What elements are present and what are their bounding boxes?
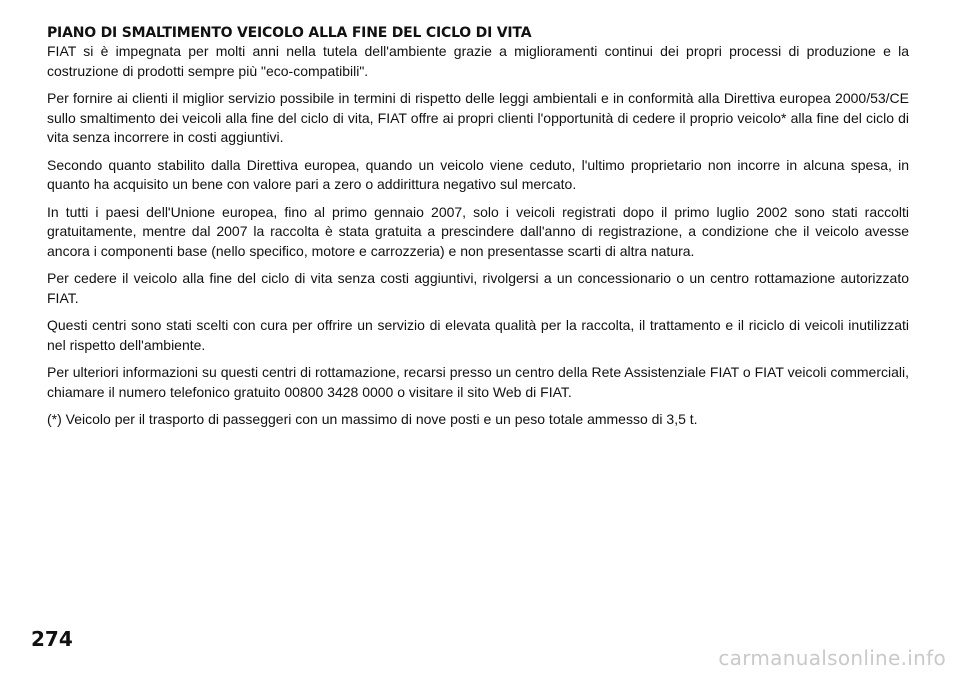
paragraph-5: Per cedere il veicolo alla fine del ciclo di vita senza costi aggiuntivi, rivolgersi a un concessionario o un centro rottamazione autorizzato FIAT. — [47, 270, 909, 306]
paragraph-2: Per fornire ai clienti il miglior servizio possibile in termini di rispetto delle leggi ambientali e in conformità alla Direttiva europea 2000/53/CE sullo smaltimento dei veicoli alla fine del ciclo di vita, FIAT offre ai propri clienti l'opportunità di cedere il proprio veicolo* alla fine del ciclo di vita senza incorrere in costi aggiuntivi. — [47, 90, 909, 145]
document-body — [47, 24, 909, 438]
section-heading: PIANO DI SMALTIMENTO VEICOLO ALLA FINE DEL CICLO DI VITA — [47, 25, 532, 41]
paragraph-6: Questi centri sono stati scelti con cura per offrire un servizio di elevata qualità per la raccolta, il trattamento e il riciclo di veicoli inutilizzati nel rispetto dell'ambiente. — [47, 317, 909, 353]
watermark: carmanualsonline.info — [718, 646, 946, 670]
paragraph-4: In tutti i paesi dell'Unione europea, fino al primo gennaio 2007, solo i veicoli registrati dopo il primo luglio 2002 sono stati raccolti gratuitamente, mentre dal 2007 la raccolta è stata gratuita a prescindere dall'anno di registrazione, a condizione che il veicolo avesse ancora i componenti base (nello specifico, motore e carrozzeria) e non presentasse scarti di altra natura. — [47, 203, 909, 259]
paragraph-7: Per ulteriori informazioni su questi centri di rottamazione, recarsi presso un centro della Rete Assistenziale FIAT o FIAT veicoli commerciali, chiamare il numero telefonico gratuito 00800 3428 0000 o visitare il sito Web di FIAT. — [47, 364, 909, 400]
paragraph-3: Secondo quanto stabilito dalla Direttiva europea, quando un veicolo viene ceduto, l'ultimo proprietario non incorre in alcuna spesa, in quanto ha acquisito un bene con valore pari a zero o addirittura negativo sul mercato. — [47, 156, 909, 192]
paragraph-1: FIAT si è impegnata per molti anni nella tutela dell'ambiente grazie a miglioramenti continui dei propri processi di produzione e la costruzione di prodotti sempre più "eco-compatibili". — [47, 43, 909, 79]
footnote: (*) Veicolo per il trasporto di passeggeri con un massimo di nove posti e un peso totale ammesso di 3,5 t. — [47, 411, 698, 427]
page-number: 274 — [31, 627, 73, 651]
